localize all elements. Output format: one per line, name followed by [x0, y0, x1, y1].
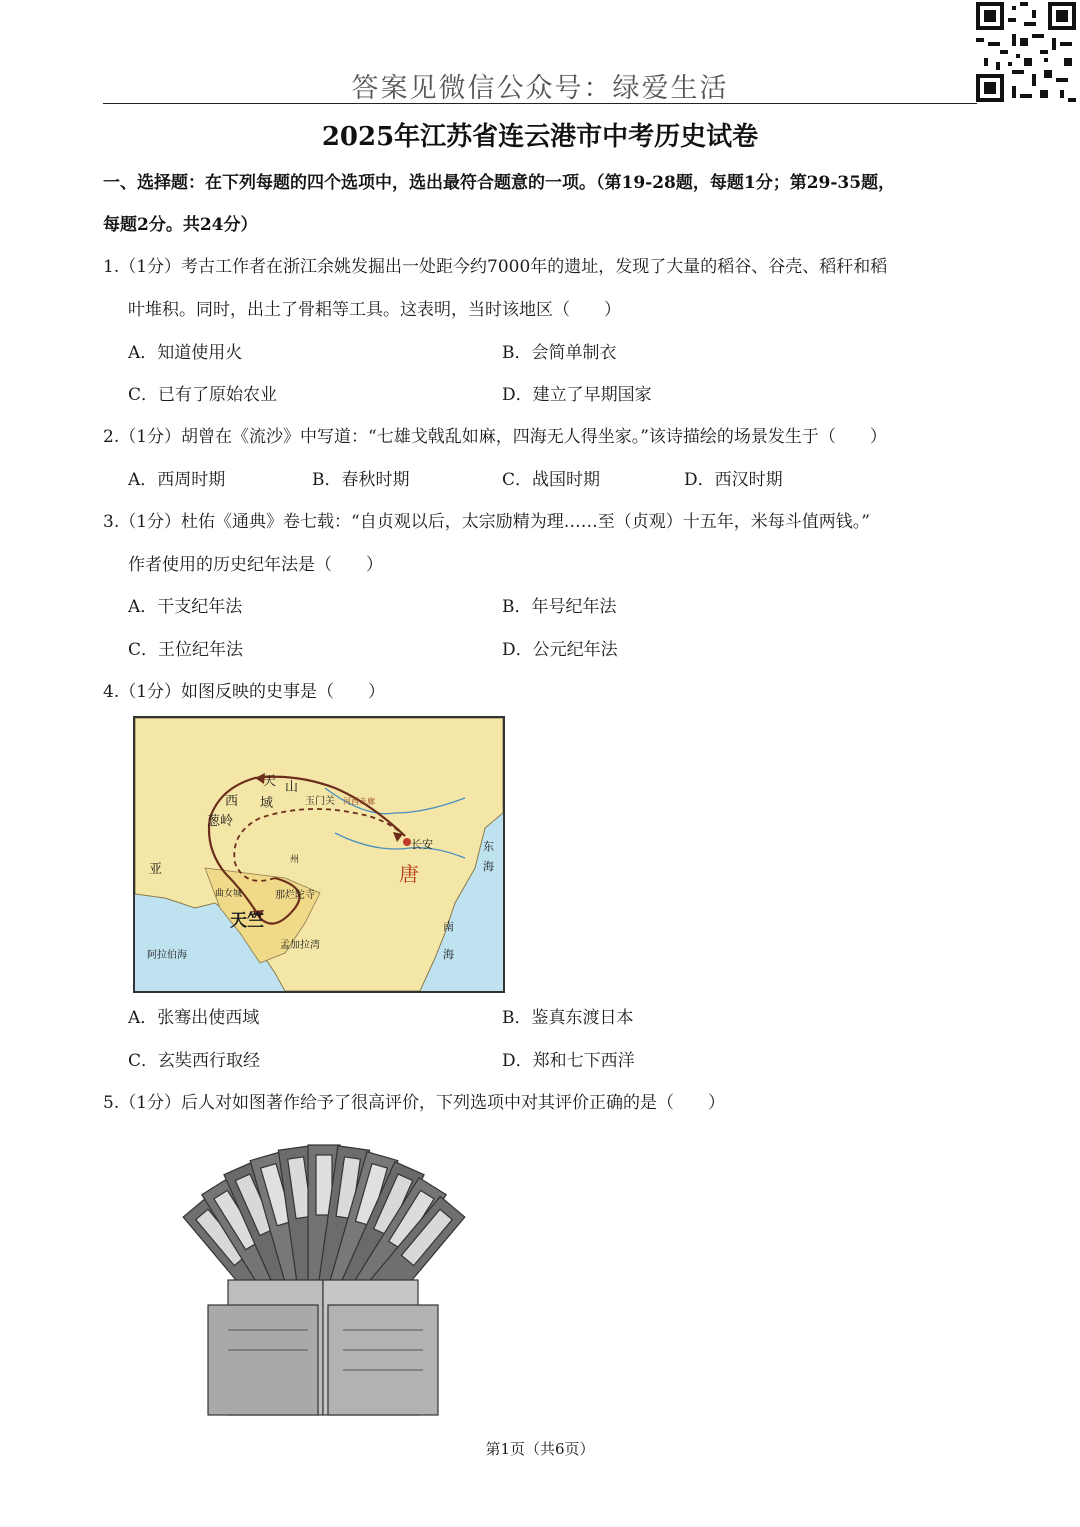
- map-label-hexi: 河西走廊: [343, 797, 375, 806]
- question-3-option-a[interactable]: A．干支纪年法: [128, 597, 243, 617]
- map-label-tianzhu: 天竺: [230, 911, 264, 931]
- section-instruction-line2: 每题2分。共24分）: [103, 215, 258, 235]
- question-3-stem-cont: 作者使用的历史纪年法是（ ）: [128, 555, 383, 575]
- question-1-option-a[interactable]: A．知道使用火: [128, 343, 243, 363]
- map-label-changan: 长安: [411, 838, 433, 851]
- question-1-option-b[interactable]: B．会简单制衣: [502, 343, 617, 363]
- question-2-stem: 2.（1分）胡曾在《流沙》中写道：“七雄戈戟乱如麻，四海无人得坐家。”该诗描绘的场景发生于（ ）: [103, 427, 887, 447]
- question-4-option-a[interactable]: A．张骞出使西域: [128, 1008, 260, 1028]
- map-label-zhou: 州: [290, 855, 300, 865]
- question-2-option-d[interactable]: D．西汉时期: [684, 470, 783, 490]
- map-label-east-sea: 海: [483, 860, 494, 873]
- xuanzang-route-map: [133, 716, 505, 993]
- question-4-option-b[interactable]: B．鉴真东渡日本: [502, 1008, 634, 1028]
- question-1-option-d[interactable]: D．建立了早期国家: [502, 385, 652, 405]
- question-2-option-a[interactable]: A．西周时期: [128, 470, 226, 490]
- map-label-nalanduo: 那烂陀寺: [275, 890, 315, 901]
- map-label-mengjiala: 孟加拉湾: [280, 940, 320, 951]
- question-3-option-c[interactable]: C．王位纪年法: [128, 640, 244, 660]
- map-label-xi: 西: [225, 794, 239, 809]
- question-4-option-d[interactable]: D．郑和七下西洋: [502, 1051, 635, 1071]
- header-wechat-text: 答案见微信公众号：绿爱生活: [351, 73, 729, 104]
- ancient-books-image: [128, 1130, 520, 1420]
- question-5-stem: 5.（1分）后人对如图著作给予了很高评价，下列选项中对其评价正确的是（ ）: [103, 1093, 726, 1113]
- map-label-yu: 域: [260, 796, 274, 811]
- map-label-congling: 葱岭: [207, 814, 234, 829]
- question-3-option-d[interactable]: D．公元纪年法: [502, 640, 618, 660]
- map-label-tang: 唐: [399, 862, 419, 886]
- map-label-east: 东: [483, 840, 494, 853]
- question-3-stem: 3.（1分）杜佑《通典》卷七载：“自贞观以后，太宗励精为理……至（贞观）十五年，米每斗值两钱。”: [103, 512, 870, 532]
- question-2-option-c[interactable]: C．战国时期: [502, 470, 601, 490]
- question-1-stem: 1.（1分）考古工作者在浙江余姚发掘出一处距今约7000年的遗址，发现了大量的稻谷、谷壳、稻秆和稻: [103, 257, 888, 277]
- header-divider: [103, 103, 977, 104]
- page-footer: 第1页（共6页）: [485, 1440, 595, 1458]
- question-2-option-b[interactable]: B．春秋时期: [312, 470, 410, 490]
- question-1-stem-cont: 叶堆积。同时，出土了骨耜等工具。这表明，当时该地区（ ）: [128, 300, 621, 320]
- question-4-option-c[interactable]: C．玄奘西行取经: [128, 1051, 261, 1071]
- map-label-qunuchen: 曲女城: [215, 889, 243, 899]
- map-label-yumenguan: 玉门关: [305, 796, 335, 807]
- map-label-ya: 亚: [149, 862, 163, 877]
- map-label-alabo: 阿拉伯海: [147, 950, 187, 961]
- question-1-option-c[interactable]: C．已有了原始农业: [128, 385, 278, 405]
- map-label-south-sea: 海: [443, 948, 454, 961]
- page-title: 2025年江苏省连云港市中考历史试卷: [321, 122, 759, 152]
- map-label-shan: 山: [285, 780, 299, 795]
- map-label-tian: 天: [263, 774, 277, 789]
- section-instruction-line1: 一、选择题：在下列每题的四个选项中，选出最符合题意的一项。（第19-28题，每题1分；第29-35题，: [103, 173, 896, 193]
- map-label-south: 南: [443, 920, 454, 933]
- question-3-option-b[interactable]: B．年号纪年法: [502, 597, 617, 617]
- question-4-stem: 4.（1分）如图反映的史事是（ ）: [103, 682, 386, 702]
